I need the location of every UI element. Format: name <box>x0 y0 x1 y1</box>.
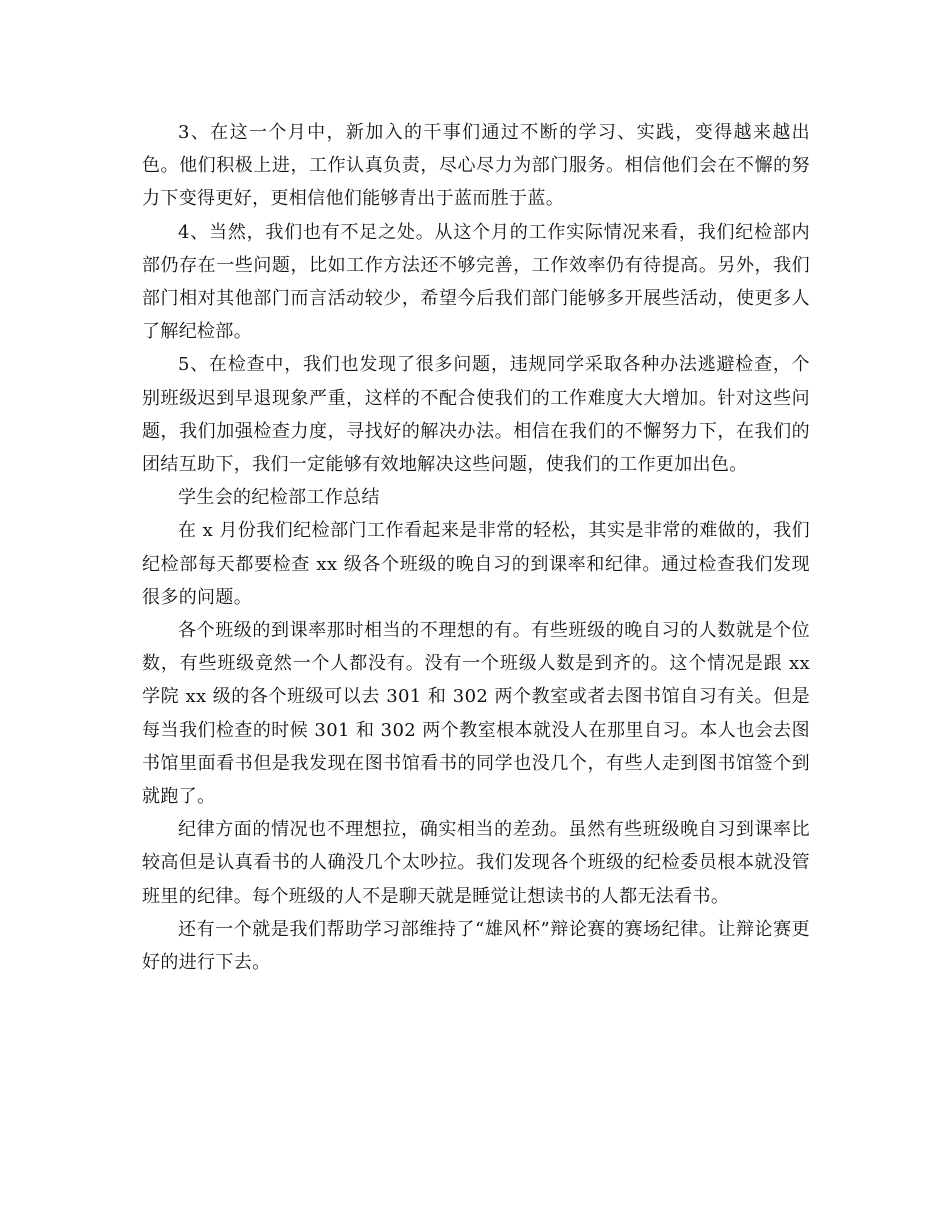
paragraph-item-4: 4、当然，我们也有不足之处。从这个月的工作实际情况来看，我们纪检部内部仍存在一些问题，比如工作方法还不够完善，工作效率仍有待提高。另外，我们部门相对其他部门而言活动较少，希望今后我们部门能够多开展些活动，使更多人了解纪检部。 <box>142 221 810 343</box>
paragraph-item-5: 5、在检查中，我们也发现了很多问题，违规同学采取各种办法逃避检查，个别班级迟到早退现象严重，这样的不配合使我们的工作难度大大增加。针对这些问题，我们加强检查力度，寻找好的解决办法。相信在我们的不懈努力下，在我们的团结互助下，我们一定能够有效地解决这些问题，使我们的工作更加出色。 <box>142 354 810 476</box>
document-page <box>142 116 810 979</box>
paragraph-intro: 在 x 月份我们纪检部门工作看起来是非常的轻松，其实是非常的难做的，我们纪检部每天都要检查 xx 级各个班级的晚自习的到课率和纪律。通过检查我们发现很多的问题。 <box>142 520 810 608</box>
paragraph-debate: 还有一个就是我们帮助学习部维持了“雄风杯”辩论赛的赛场纪律。让辩论赛更好的进行下去。 <box>142 918 810 974</box>
section-title: 学生会的纪检部工作总结 <box>178 487 380 509</box>
paragraph-discipline: 纪律方面的情况也不理想拉，确实相当的差劲。虽然有些班级晚自习到课率比较高但是认真看书的人确没几个太吵拉。我们发现各个班级的纪检委员根本就没管班里的纪律。每个班级的人不是聊天就是睡觉让想读书的人都无法看书。 <box>142 819 810 907</box>
paragraph-attendance: 各个班级的到课率那时相当的不理想的有。有些班级的晚自习的人数就是个位数，有些班级竟然一个人都没有。没有一个班级人数是到齐的。这个情况是跟 xx 学院 xx 级的各个班级可以去 301 和 302 两个教室或者去图书馆自习有关。但是每当我们检查的时候 301 和 302 两个教室根本就没人在那里自习。本人也会去图书馆里面看书但是我发现在图书馆看书的同学也没几个，有些人走到图书馆签个到就跑了。 <box>142 620 810 808</box>
paragraph-item-3: 3、在这一个月中，新加入的干事们通过不断的学习、实践，变得越来越出色。他们积极上进，工作认真负责，尽心尽力为部门服务。相信他们会在不懈的努力下变得更好，更相信他们能够青出于蓝而胜于蓝。 <box>142 122 810 210</box>
